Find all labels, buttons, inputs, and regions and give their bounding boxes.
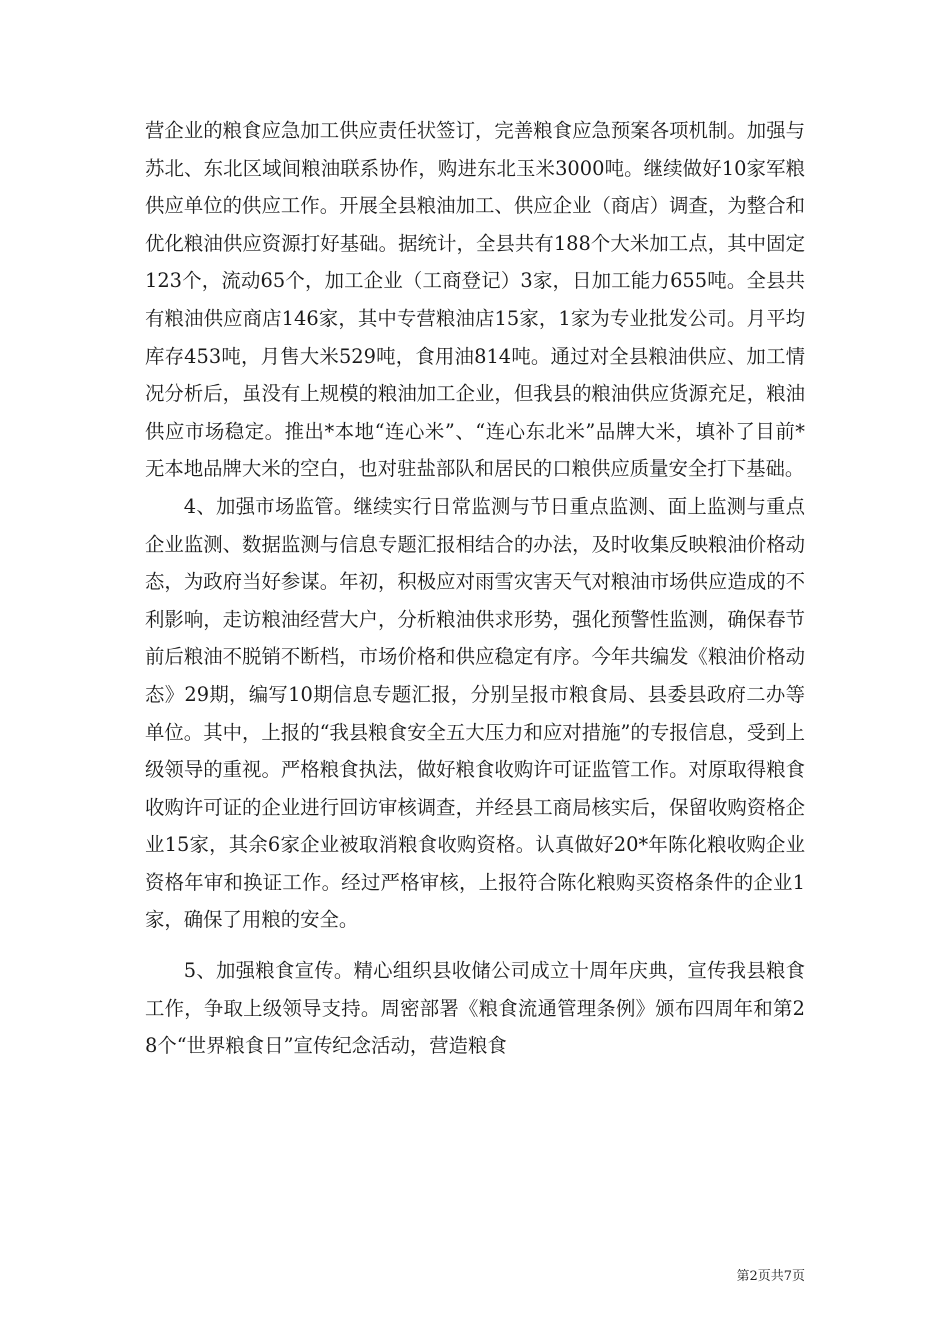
- paragraph-grain-publicity: 5、加强粮食宣传。精心组织县收储公司成立十周年庆典，宣传我县粮食工作，争取上级领导支持。周密部署《粮食流通管理条例》颁布四周年和第28个“世界粮食日”宣传纪念活动，营造粮食: [145, 959, 805, 1058]
- paragraph-market-supervision: 4、加强市场监管。继续实行日常监测与节日重点监测、面上监测与重点企业监测、数据监测与信息专题汇报相结合的办法，及时收集反映粮油价格动态，为政府当好参谋。年初，积极应对雨雪灾害天气对粮油市场供应造成的不利影响，走访粮油经营大户，分析粮油供求形势，强化预警性监测，确保春节前后粮油不脱销不断档，市场价格和供应稳定有序。今年共编发《粮油价格动态》29期，编写10期信息专题汇报，分别呈报市粮食局、县委县政府二办等单位。其中，上报的“我县粮食安全五大压力和应对措施”的专报信息，受到上级领导的重视。严格粮食执法，做好粮食收购许可证监管工作。对原取得粮食收购许可证的企业进行回访审核调查，并经县工商局核实后，保留收购资格企业15家，其余6家企业被取消粮食收购资格。认真做好20*年陈化粮收购企业资格年审和换证工作。经过严格审核，上报符合陈化粮购买资格条件的企业1家，确保了用粮的安全。: [145, 494, 805, 932]
- paragraph-continuation: 营企业的粮食应急加工供应责任状签订，完善粮食应急预案各项机制。加强与苏北、东北区域间粮油联系协作，购进东北玉米3000吨。继续做好10家军粮供应单位的供应工作。开展全县粮油加工、供应企业（商店）调查，为整合和优化粮油供应资源打好基础。据统计，全县共有188个大米加工点，其中固定123个，流动65个，加工企业（工商登记）3家，日加工能力655吨。全县共有粮油供应商店146家，其中专营粮油店15家，1家为专业批发公司。月平均库存453吨，月售大米529吨，食用油814吨。通过对全县粮油供应、加工情况分析后，虽没有上规模的粮油加工企业，但我县的粮油供应货源充足，粮油供应市场稳定。推出*本地“连心米”、“连心东北米”品牌大米，填补了目前*无本地品牌大米的空白，也对驻盐部队和居民的口粮供应质量安全打下基础。: [145, 119, 805, 481]
- document-body: [145, 112, 805, 1065]
- page-number-footer: 第2页共7页: [736, 1269, 805, 1284]
